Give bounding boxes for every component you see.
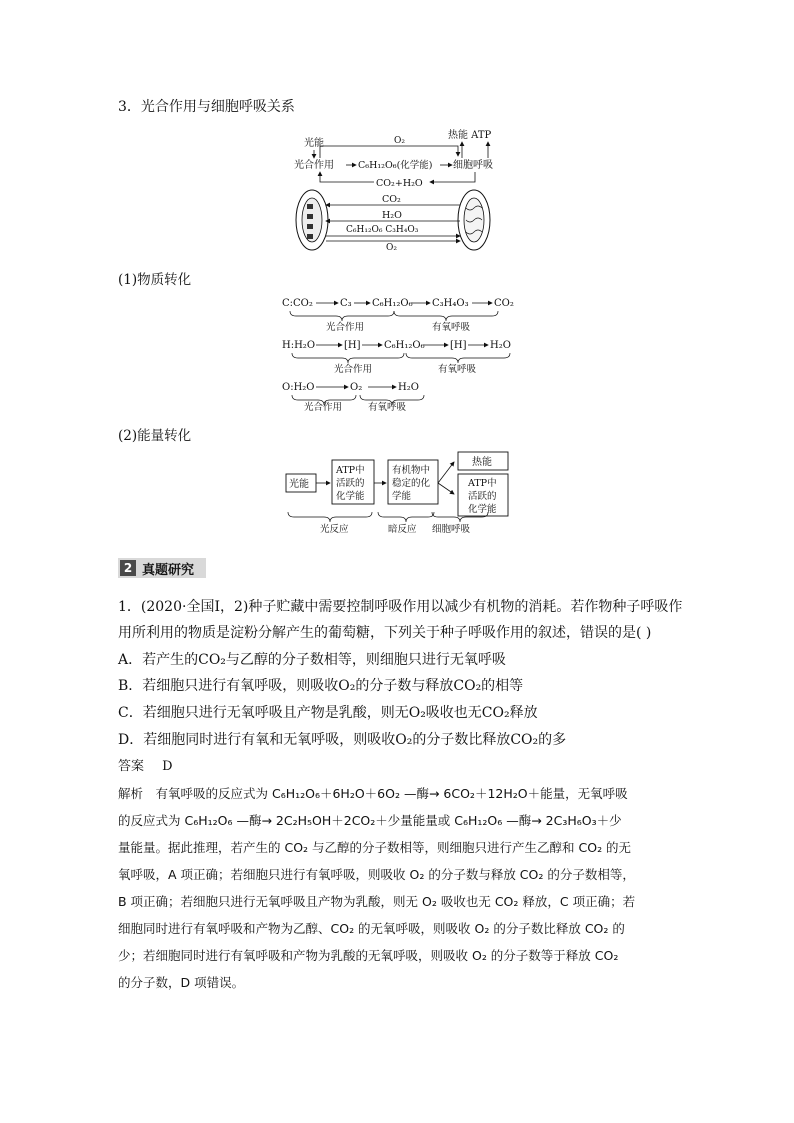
explanation-line6: 细胞同时进行有氧呼吸和产物为乙醇、CO₂ 的无氧呼吸，则吸收 O₂ 的分子数比释放 CO₂ 的 [118, 921, 625, 936]
carbon-glucose: C₆H₁₂O₆ [372, 298, 413, 309]
explanation-line8: 的分子数，D 项错误。 [118, 975, 245, 990]
glu-pyr-label: C₆H₁₂O₆ C₃H₄O₃ [346, 225, 419, 235]
co2-label: CO₂ [382, 194, 401, 205]
hydrogen-ps-label: 光合作用 [334, 364, 373, 375]
o2-bottom-label: O₂ [386, 243, 397, 252]
carbon-prefix: C:CO₂ [282, 298, 313, 309]
option-c: C．若细胞只进行无氧呼吸且产物是乳酸，则无O₂吸收也无CO₂释放 [118, 705, 538, 721]
explanation-line2: 的反应式为 C₆H₁₂O₆ —酶→ 2C₂H₅OH＋2CO₂＋少量能量或 C₆H₁₂O₆ —酶→ 2C₃H₆O₃＋少 [118, 813, 622, 828]
organic-box-line2: 稳定的化 [392, 478, 431, 489]
material-conversion-title: (1)物质转化 [118, 272, 192, 288]
oxygen-resp-label: 有氧呼吸 [368, 402, 407, 412]
atp-box-line3: 化学能 [336, 491, 365, 502]
answer-row [118, 754, 173, 780]
organic-box-line1: 有机物中 [392, 465, 431, 476]
section-heading: 真题研究 [142, 562, 195, 578]
atp-box2-line3: 化学能 [468, 504, 497, 515]
section-badge [118, 558, 206, 578]
oxygen-h2o: H₂O [398, 382, 419, 393]
option-d: D．若细胞同时进行有氧和无氧呼吸，则吸收O₂的分子数比释放CO₂的多 [118, 732, 567, 748]
hydrogen-glucose: C₆H₁₂O₆ [384, 340, 425, 351]
material-conversion-diagram [282, 292, 522, 412]
hydrogen-prefix: H:H₂O [282, 340, 316, 351]
hydrogen-h2: [H] [450, 340, 467, 351]
energy-light: 光能 [289, 479, 309, 490]
respiration-label: 细胞呼吸 [453, 160, 493, 171]
energy-conversion-title: (2)能量转化 [118, 428, 192, 444]
question-line2: 用所利用的物质是淀粉分解产生的葡萄糖，下列关于种子呼吸作用的叙述，错误的是( ) [118, 625, 652, 641]
hydrogen-resp-label: 有氧呼吸 [438, 364, 477, 375]
question-line1: 1．(2020·全国Ⅰ，2)种子贮藏中需要控制呼吸作用以减少有机物的消耗。若作物种子呼吸作 [118, 599, 683, 615]
carbon-c3: C₃ [340, 298, 352, 309]
glucose-label: C₆H₁₂O₆(化学能) [358, 160, 433, 171]
atp-box-line2: 活跃的 [336, 478, 365, 489]
answer-label: 答案 [118, 759, 145, 774]
explanation-line1: 解析 有氧呼吸的反应式为 C₆H₁₂O₆＋6H₂O＋6O₂ —酶→ 6CO₂＋12H₂O＋能量，无氧呼吸 [118, 786, 628, 801]
atp-box-line1: ATP中 [336, 465, 365, 476]
explanation-line4: 氧呼吸，A 项正确；若细胞只进行有氧呼吸，则吸收 O₂ 的分子数与释放 CO₂ 的分子数相等， [118, 867, 635, 882]
oxygen-o2: O₂ [350, 382, 363, 393]
respiration-energy-label: 细胞呼吸 [432, 524, 471, 535]
explanation-line7: 少；若细胞同时进行有氧呼吸和产物为乳酸的无氧呼吸，则吸收 O₂ 的分子数等于释放 CO₂ [118, 948, 619, 963]
photosynthesis-label: 光合作用 [294, 160, 334, 171]
section-number: 2 [120, 560, 136, 576]
co2-h2o-label: CO₂+H₂O [376, 178, 423, 189]
light-label: 光能 [304, 138, 324, 149]
answer-value: D [162, 759, 173, 774]
carbon-co2: CO₂ [494, 298, 514, 309]
energy-conversion-diagram [282, 450, 518, 536]
explanation-line3: 量能量。据此推理，若产生的 CO₂ 与乙醇的分子数相等，则细胞只进行产生乙醇和 CO₂ 的无 [118, 840, 632, 855]
light-reaction-label: 光反应 [320, 524, 349, 535]
section-title: 3．光合作用与细胞呼吸关系 [118, 99, 295, 115]
carbon-ps-label: 光合作用 [326, 322, 365, 333]
energy-heat: 热能 [472, 457, 492, 468]
option-a: A．若产生的CO₂与乙醇的分子数相等，则细胞只进行无氧呼吸 [118, 652, 506, 668]
hydrogen-h1: [H] [344, 340, 361, 351]
heat-atp-label: 热能 ATP [448, 130, 492, 141]
atp-box2-line2: 活跃的 [468, 491, 497, 502]
oxygen-prefix: O:H₂O [282, 382, 315, 393]
atp-box2-line1: ATP中 [468, 478, 497, 489]
carbon-pyruvate: C₃H₄O₃ [432, 298, 469, 309]
oxygen-ps-label: 光合作用 [304, 402, 343, 412]
photosynthesis-respiration-diagram [290, 124, 520, 252]
h2o-label: H₂O [382, 210, 402, 221]
organic-box-line3: 学能 [392, 491, 412, 502]
dark-reaction-label: 暗反应 [388, 524, 417, 535]
explanation-line5: B 项正确；若细胞只进行无氧呼吸且产物为乳酸，则无 O₂ 吸收也无 CO₂ 释放，C 项正确；若 [118, 894, 636, 909]
hydrogen-h2o: H₂O [490, 340, 511, 351]
o2-top-label: O₂ [394, 136, 405, 146]
option-b: B．若细胞只进行有氧呼吸，则吸收O₂的分子数与释放CO₂的相等 [118, 678, 524, 694]
carbon-resp-label: 有氧呼吸 [432, 322, 471, 333]
